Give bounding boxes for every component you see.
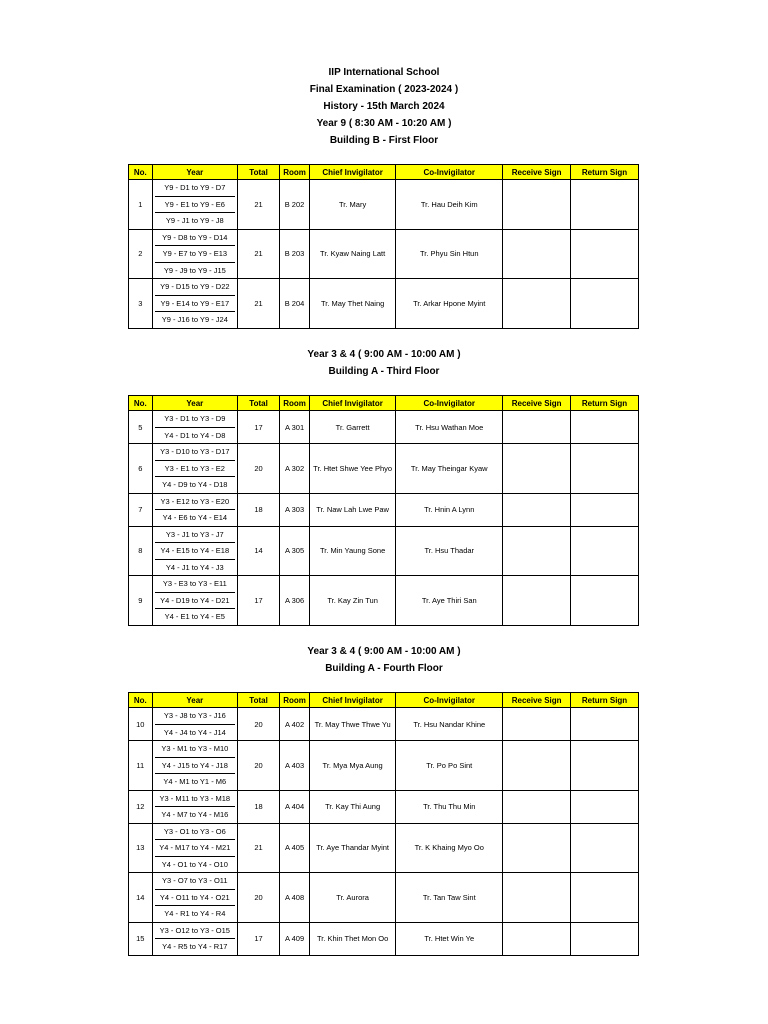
return-sign-cell (571, 444, 639, 494)
total-count: 21 (237, 229, 279, 279)
location-3: Building A - Fourth Floor (325, 663, 443, 674)
co-invigilator: Tr. Hnin A Lynn (396, 493, 503, 526)
invigilation-table-3 (128, 692, 639, 956)
col-total-header: Total (237, 165, 279, 180)
col-co-header: Co-Invigilator (396, 396, 503, 411)
year-range: Y9 - J16 to Y9 - J24 (161, 315, 228, 324)
year-range: Y4 - D9 to Y4 - D18 (162, 480, 228, 489)
year-range: Y4 - J15 to Y4 - J18 (155, 758, 235, 775)
year-range: Y3 - O7 to Y3 - O11 (155, 873, 235, 890)
total-count: 17 (237, 576, 279, 626)
row-number: 12 (129, 790, 153, 823)
receive-sign-cell (503, 741, 571, 791)
receive-sign-cell (503, 873, 571, 923)
total-count: 18 (237, 790, 279, 823)
col-chief-header: Chief Invigilator (309, 165, 395, 180)
year-range: Y3 - E3 to Y3 - E11 (155, 576, 235, 593)
year-range: Y4 - E1 to Y4 - E5 (164, 612, 225, 621)
year-ranges (152, 823, 237, 873)
total-count: 14 (237, 526, 279, 576)
total-count: 20 (237, 741, 279, 791)
receive-sign-cell (503, 180, 571, 230)
year-range: Y3 - O1 to Y3 - O6 (155, 824, 235, 841)
col-return-header: Return Sign (571, 165, 639, 180)
year-range: Y4 - O11 to Y4 - O21 (155, 890, 235, 907)
total-count: 18 (237, 493, 279, 526)
invigilation-table-2 (128, 395, 639, 626)
year-range: Y3 - M11 to Y3 - M18 (155, 791, 235, 808)
year-range: Y4 - J1 to Y4 - J3 (165, 562, 224, 572)
year-range: Y4 - D19 to Y4 - D21 (155, 593, 235, 610)
room-number: A 409 (280, 922, 310, 955)
return-sign-cell (571, 741, 639, 791)
year-range: Y9 - E7 to Y9 - E13 (155, 246, 235, 263)
co-invigilator: Tr. Hau Deih Kim (396, 180, 503, 230)
col-total-header: Total (237, 693, 279, 708)
year-range: Y4 - J4 to Y4 - J14 (163, 727, 226, 737)
year-ranges (152, 790, 237, 823)
year-range: Y3 - D10 to Y3 - D17 (155, 444, 235, 461)
year-ranges (152, 526, 237, 576)
col-year-header: Year (152, 396, 237, 411)
session-time-2: Year 3 & 4 ( 9:00 AM - 10:00 AM ) (307, 349, 461, 360)
row-number: 6 (129, 444, 153, 494)
row-number: 1 (129, 180, 153, 230)
year-range: Y9 - J9 to Y9 - J15 (163, 265, 226, 275)
row-number: 3 (129, 279, 153, 329)
room-number: B 203 (280, 229, 310, 279)
chief-invigilator: Tr. May Thet Naing (309, 279, 395, 329)
row-number: 9 (129, 576, 153, 626)
col-room-header: Room (280, 693, 310, 708)
return-sign-cell (571, 229, 639, 279)
chief-invigilator: Tr. Kyaw Naing Latt (309, 229, 395, 279)
col-total-header: Total (237, 396, 279, 411)
chief-invigilator: Tr. May Thwe Thwe Yu (309, 708, 395, 741)
year-range: Y3 - E1 to Y3 - E2 (155, 461, 235, 478)
table-row (129, 576, 639, 626)
col-receive-header: Receive Sign (503, 693, 571, 708)
co-invigilator: Tr. Aye Thiri San (396, 576, 503, 626)
row-number: 10 (129, 708, 153, 741)
total-count: 20 (237, 708, 279, 741)
chief-invigilator: Tr. Min Yaung Sone (309, 526, 395, 576)
room-number: A 403 (280, 741, 310, 791)
table-row (129, 526, 639, 576)
return-sign-cell (571, 493, 639, 526)
year-range: Y9 - J1 to Y9 - J8 (165, 216, 224, 225)
chief-invigilator: Tr. Naw Lah Lwe Paw (309, 493, 395, 526)
table-row (129, 823, 639, 873)
year-ranges (152, 229, 237, 279)
room-number: A 402 (280, 708, 310, 741)
document-header (0, 64, 768, 149)
row-number: 2 (129, 229, 153, 279)
receive-sign-cell (503, 444, 571, 494)
return-sign-cell (571, 526, 639, 576)
return-sign-cell (571, 873, 639, 923)
year-range: Y4 - M17 to Y4 - M21 (155, 840, 235, 857)
year-range: Y3 - D1 to Y3 - D9 (155, 411, 235, 428)
return-sign-cell (571, 922, 639, 955)
total-count: 21 (237, 279, 279, 329)
room-number: A 302 (280, 444, 310, 494)
session-time-3: Year 3 & 4 ( 9:00 AM - 10:00 AM ) (307, 646, 461, 657)
receive-sign-cell (503, 922, 571, 955)
table-row (129, 790, 639, 823)
col-chief-header: Chief Invigilator (309, 693, 395, 708)
col-no-header: No. (129, 396, 153, 411)
invigilation-table-1 (128, 164, 639, 329)
row-number: 15 (129, 922, 153, 955)
return-sign-cell (571, 411, 639, 444)
room-number: B 202 (280, 180, 310, 230)
receive-sign-cell (503, 576, 571, 626)
col-room-header: Room (280, 396, 310, 411)
chief-invigilator: Tr. Mary (309, 180, 395, 230)
col-return-header: Return Sign (571, 396, 639, 411)
receive-sign-cell (503, 279, 571, 329)
year-ranges (152, 873, 237, 923)
receive-sign-cell (503, 708, 571, 741)
return-sign-cell (571, 180, 639, 230)
row-number: 11 (129, 741, 153, 791)
chief-invigilator: Tr. Aurora (309, 873, 395, 923)
col-co-header: Co-Invigilator (396, 165, 503, 180)
year-range: Y4 - R5 to Y4 - R17 (162, 942, 228, 951)
row-number: 14 (129, 873, 153, 923)
table-row (129, 873, 639, 923)
col-return-header: Return Sign (571, 693, 639, 708)
year-ranges (152, 180, 237, 230)
total-count: 21 (237, 180, 279, 230)
chief-invigilator: Tr. Htet Shwe Yee Phyo (309, 444, 395, 494)
total-count: 17 (237, 411, 279, 444)
year-ranges (152, 279, 237, 329)
section-header-2 (0, 346, 768, 380)
location-1: Building B - First Floor (329, 135, 439, 146)
year-range: Y9 - E14 to Y9 - E17 (155, 296, 235, 313)
total-count: 17 (237, 922, 279, 955)
row-number: 5 (129, 411, 153, 444)
co-invigilator: Tr. Arkar Hpone Myint (396, 279, 503, 329)
total-count: 21 (237, 823, 279, 873)
year-range: Y3 - M1 to Y3 - M10 (155, 741, 235, 758)
year-range: Y4 - R1 to Y4 - R4 (164, 909, 226, 918)
header-row (129, 165, 639, 180)
header-row (129, 396, 639, 411)
col-year-header: Year (152, 693, 237, 708)
row-number: 8 (129, 526, 153, 576)
year-ranges (152, 922, 237, 955)
co-invigilator: Tr. May Theingar Kyaw (396, 444, 503, 494)
table-row (129, 708, 639, 741)
room-number: A 305 (280, 526, 310, 576)
chief-invigilator: Tr. Garrett (309, 411, 395, 444)
room-number: A 404 (280, 790, 310, 823)
col-receive-header: Receive Sign (503, 396, 571, 411)
chief-invigilator: Tr. Aye Thandar Myint (309, 823, 395, 873)
return-sign-cell (571, 790, 639, 823)
year-ranges (152, 576, 237, 626)
room-number: A 408 (280, 873, 310, 923)
co-invigilator: Tr. K Khaing Myo Oo (396, 823, 503, 873)
col-room-header: Room (280, 165, 310, 180)
co-invigilator: Tr. Thu Thu Min (396, 790, 503, 823)
co-invigilator: Tr. Po Po Sint (396, 741, 503, 791)
co-invigilator: Tr. Tan Taw Sint (396, 873, 503, 923)
year-ranges (152, 741, 237, 791)
receive-sign-cell (503, 411, 571, 444)
year-range: Y4 - D1 to Y4 - D8 (164, 430, 226, 440)
receive-sign-cell (503, 790, 571, 823)
chief-invigilator: Tr. Khin Thet Mon Oo (309, 922, 395, 955)
receive-sign-cell (503, 229, 571, 279)
table-row (129, 411, 639, 444)
session-time-1: Year 9 ( 8:30 AM - 10:20 AM ) (316, 118, 452, 129)
year-ranges (152, 708, 237, 741)
receive-sign-cell (503, 823, 571, 873)
col-year-header: Year (152, 165, 237, 180)
section-header-3 (0, 643, 768, 677)
col-chief-header: Chief Invigilator (309, 396, 395, 411)
table-row (129, 741, 639, 791)
location-2: Building A - Third Floor (328, 366, 440, 377)
year-range: Y3 - J1 to Y3 - J7 (155, 527, 235, 544)
chief-invigilator: Tr. Mya Mya Aung (309, 741, 395, 791)
year-range: Y4 - M1 to Y1 - M6 (163, 777, 227, 786)
receive-sign-cell (503, 493, 571, 526)
chief-invigilator: Tr. Kay Zin Tun (309, 576, 395, 626)
year-range: Y4 - E6 to Y4 - E14 (162, 513, 228, 522)
room-number: A 306 (280, 576, 310, 626)
table-row (129, 229, 639, 279)
year-range: Y3 - O12 to Y3 - O15 (155, 923, 235, 940)
col-co-header: Co-Invigilator (396, 693, 503, 708)
school-name: IIP International School (328, 67, 440, 78)
co-invigilator: Tr. Hsu Nandar Khine (396, 708, 503, 741)
row-number: 7 (129, 493, 153, 526)
year-range: Y3 - E12 to Y3 - E20 (155, 494, 235, 511)
return-sign-cell (571, 576, 639, 626)
col-no-header: No. (129, 165, 153, 180)
return-sign-cell (571, 708, 639, 741)
room-number: A 405 (280, 823, 310, 873)
year-ranges (152, 444, 237, 494)
col-receive-header: Receive Sign (503, 165, 571, 180)
return-sign-cell (571, 823, 639, 873)
room-number: A 301 (280, 411, 310, 444)
table-row (129, 180, 639, 230)
table-row (129, 279, 639, 329)
total-count: 20 (237, 873, 279, 923)
co-invigilator: Tr. Phyu Sin Htun (396, 229, 503, 279)
year-range: Y4 - E15 to Y4 - E18 (155, 543, 235, 560)
year-range: Y4 - O1 to Y4 - O10 (161, 859, 228, 869)
year-range: Y9 - D8 to Y9 - D14 (155, 230, 235, 247)
return-sign-cell (571, 279, 639, 329)
year-range: Y9 - E1 to Y9 - E6 (155, 197, 235, 214)
col-no-header: No. (129, 693, 153, 708)
year-ranges (152, 411, 237, 444)
co-invigilator: Tr. Hsu Thadar (396, 526, 503, 576)
header-row (129, 693, 639, 708)
total-count: 20 (237, 444, 279, 494)
room-number: A 303 (280, 493, 310, 526)
room-number: B 204 (280, 279, 310, 329)
table-row (129, 444, 639, 494)
table-row (129, 493, 639, 526)
co-invigilator: Tr. Htet Win Ye (396, 922, 503, 955)
year-range: Y4 - M7 to Y4 - M16 (161, 810, 229, 819)
year-range: Y9 - D15 to Y9 - D22 (155, 279, 235, 296)
year-ranges (152, 493, 237, 526)
co-invigilator: Tr. Hsu Wathan Moe (396, 411, 503, 444)
year-range: Y3 - J8 to Y3 - J16 (155, 708, 235, 725)
subject-date: History - 15th March 2024 (323, 101, 445, 112)
receive-sign-cell (503, 526, 571, 576)
exam-title: Final Examination ( 2023-2024 ) (309, 84, 459, 95)
chief-invigilator: Tr. Kay Thi Aung (309, 790, 395, 823)
row-number: 13 (129, 823, 153, 873)
year-range: Y9 - D1 to Y9 - D7 (155, 180, 235, 197)
table-row (129, 922, 639, 955)
